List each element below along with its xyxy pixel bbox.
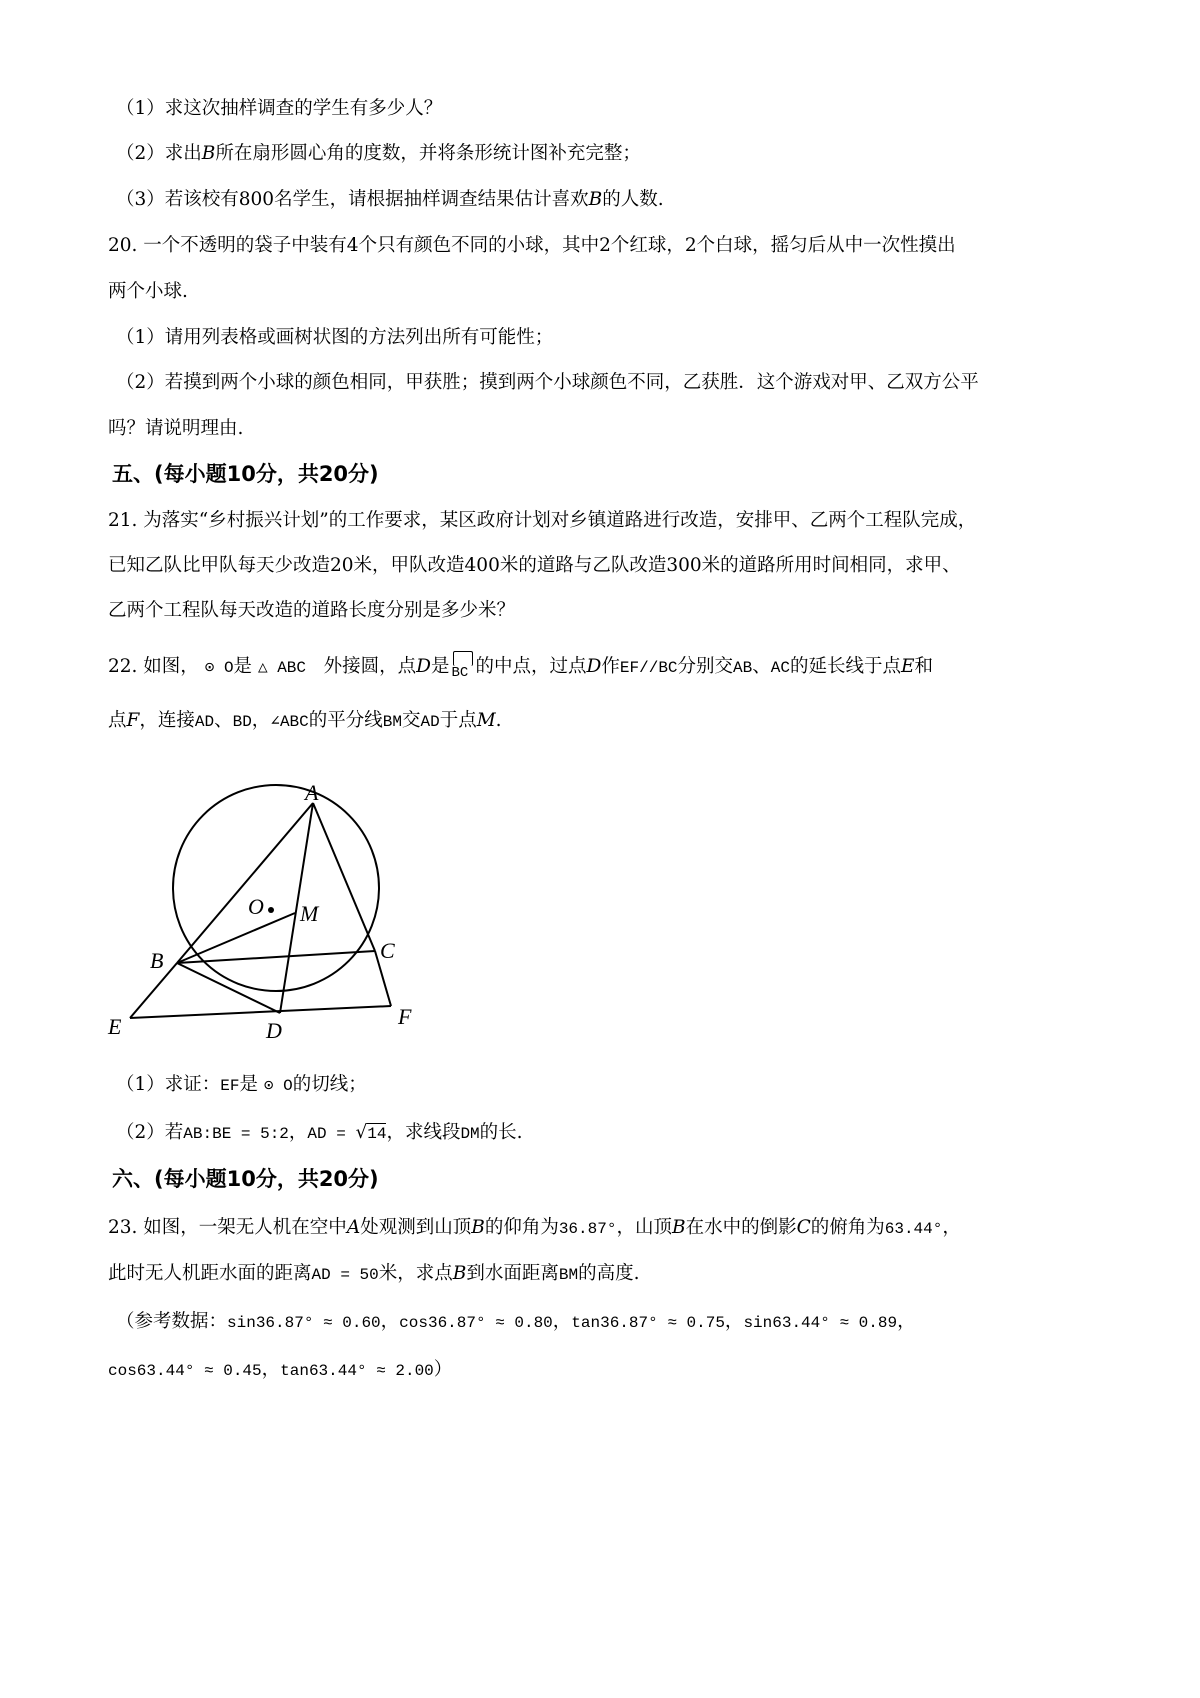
label-d: D (266, 1018, 282, 1043)
q22-stem-line1: 22. 如图， ⊙ O是 △ ABC 外接圆，点D是 BC 的中点，过点D作EF//BC分别交AB、AC的延长线于点E和 (108, 654, 933, 681)
q19-sub2: （2）求出B所在扇形圆心角的度数，并将条形统计图补充完整； (116, 143, 641, 164)
segment-bd (177, 963, 280, 1013)
label-m: M (300, 901, 319, 926)
q20-sub2-line1: （2）若摸到两个小球的颜色相同，甲获胜；摸到两个小球颜色不同，乙获胜．这个游戏对甲、乙双方公平 (116, 372, 979, 393)
q23-reference-data-line2: cos63.44° ≈ 0.45，tan63.44° ≈ 2.00） (108, 1359, 453, 1380)
q19-sub1: （1）求这次抽样调查的学生有多少人？ (116, 98, 443, 119)
q20-sub1: （1）请用列表格或画树状图的方法列出所有可能性； (116, 327, 554, 348)
label-e: E (108, 1014, 122, 1039)
center-point-o (268, 907, 274, 913)
segment-bc (177, 951, 375, 963)
label-f: F (398, 1004, 412, 1029)
section-five-heading: 五、(每小题10分，共20分) (112, 462, 379, 486)
q20-stem-line2: 两个小球. (108, 281, 188, 302)
q21-line2: 已知乙队比甲队每天少改造20米，甲队改造400米的道路与乙队改造300米的道路所用时间相同，求甲、 (108, 555, 961, 576)
label-o: O (248, 894, 264, 919)
label-a: A (305, 780, 319, 805)
q20-sub2-line2: 吗？请说明理由. (108, 418, 244, 439)
segment-bm (177, 913, 295, 963)
circle-triangle-figure (100, 772, 430, 1047)
section-six-heading: 六、(每小题10分，共20分) (112, 1167, 379, 1191)
q22-sub1: （1）求证：EF是 ⊙ O的切线； (116, 1074, 367, 1095)
q23-stem-line2: 此时无人机距水面的距离AD = 50米，求点B到水面距离BM的高度. (108, 1263, 640, 1284)
q22-sub2: （2）若AB:BE = 5:2，AD = √14，求线段DM的长. (116, 1122, 523, 1143)
q21-line1: 21. 为落实“乡村振兴计划”的工作要求，某区政府计划对乡镇道路进行改造，安排甲、乙两个工程队完成， (108, 510, 977, 531)
segment-ef (130, 1006, 391, 1018)
q23-stem-line1: 23. 如图，一架无人机在空中A处观测到山顶B的仰角为36.87°，山顶B在水中的倒影C的俯角为63.44°， (108, 1217, 961, 1238)
sqrt-sign: √ (355, 1122, 368, 1143)
q20-stem-line1: 20. 一个不透明的袋子中装有4个只有颜色不同的小球，其中2个红球，2个白球，摇匀后从中一次性摸出 (108, 235, 956, 256)
q21-line3: 乙两个工程队每天改造的道路长度分别是多少米？ (108, 600, 516, 621)
arc-bc-symbol: BC (450, 654, 476, 674)
q19-sub3: （3）若该校有800名学生，请根据抽样调查结果估计喜欢B的人数. (116, 189, 664, 210)
label-c: C (380, 938, 395, 963)
q23-reference-data-line1: （参考数据：sin36.87° ≈ 0.60，cos36.87° ≈ 0.80，tan36.87° ≈ 0.75，sin63.44° ≈ 0.89， (116, 1311, 916, 1332)
q22-stem-line2: 点F，连接AD、BD，∠ABC的平分线BM交AD于点M. (108, 710, 502, 731)
segment-ac (313, 803, 375, 951)
label-b: B (150, 948, 164, 973)
